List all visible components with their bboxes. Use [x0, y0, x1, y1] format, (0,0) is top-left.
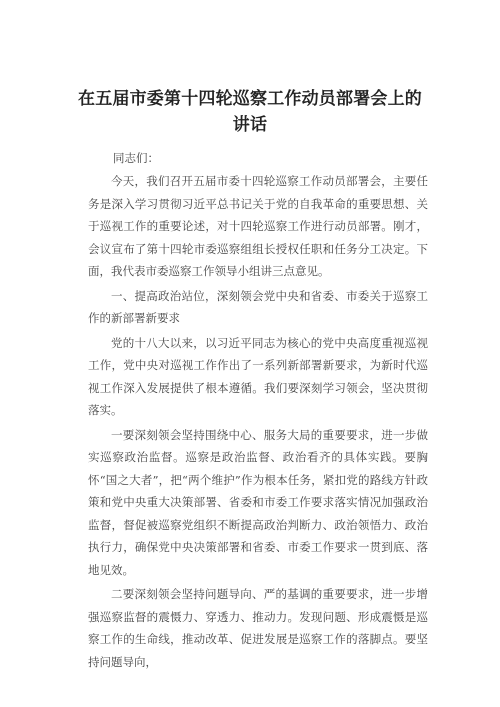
- document-title-line-2: 讲话: [232, 115, 268, 135]
- paragraph-point-1: 一要深刻领会坚持围绕中心、服务大局的重要要求，进一步做实巡察政治监督。巡察是政治监督、政治看齐的具体实践。要胸怀“国之大者”，把“两个维护”作为根本任务，紧扣党的路线方针政策和党中央重大决策部署、省委和市委工作要求落实情况加强政治监督，督促被巡察党组织不断提高政治判断力、政治领悟力、政治执行力，确保党中央决策部署和省委、市委工作要求一贯到底、落地见效。: [88, 427, 428, 577]
- greeting: 同志们：: [113, 151, 159, 165]
- paragraph-intro: 今天，我们召开五届市委十四轮巡察工作动员部署会，主要任务是深入学习贯彻习近平总书记关于党的自我革命的重要思想、关于巡视工作的重要论述，对十四轮巡察工作进行动员部署。刚才，会议宣布了第十四轮市委巡察组组长授权任职和任务分工决定。下面，我代表市委巡察工作领导小组讲三点意见。: [88, 174, 428, 278]
- paragraph-point-2: 二要深刻领会坚持问题导向、严的基调的重要要求，进一步增强巡察监督的震慑力、穿透力、推动力。发现问题、形成震慑是巡察工作的生命线，推动改革、促进发展是巡察工作的落脚点。要坚持问题导向，: [88, 587, 428, 669]
- section-heading-1: 一、提高政治站位，深刻领会党中央和省委、市委关于巡察工作的新部署新要求: [88, 288, 428, 325]
- document-body: [88, 170, 428, 673]
- document-title-line-1: 在五届市委第十四轮巡察工作动员部署会上的: [78, 89, 422, 109]
- paragraph-background: 党的十八大以来，以习近平同志为核心的党中央高度重视巡视工作，党中央对巡视工作作出了一系列新部署新要求，为新时代巡视工作深入发展提供了根本遵循。我们要深刻学习领会，坚决贯彻落实。: [88, 335, 428, 417]
